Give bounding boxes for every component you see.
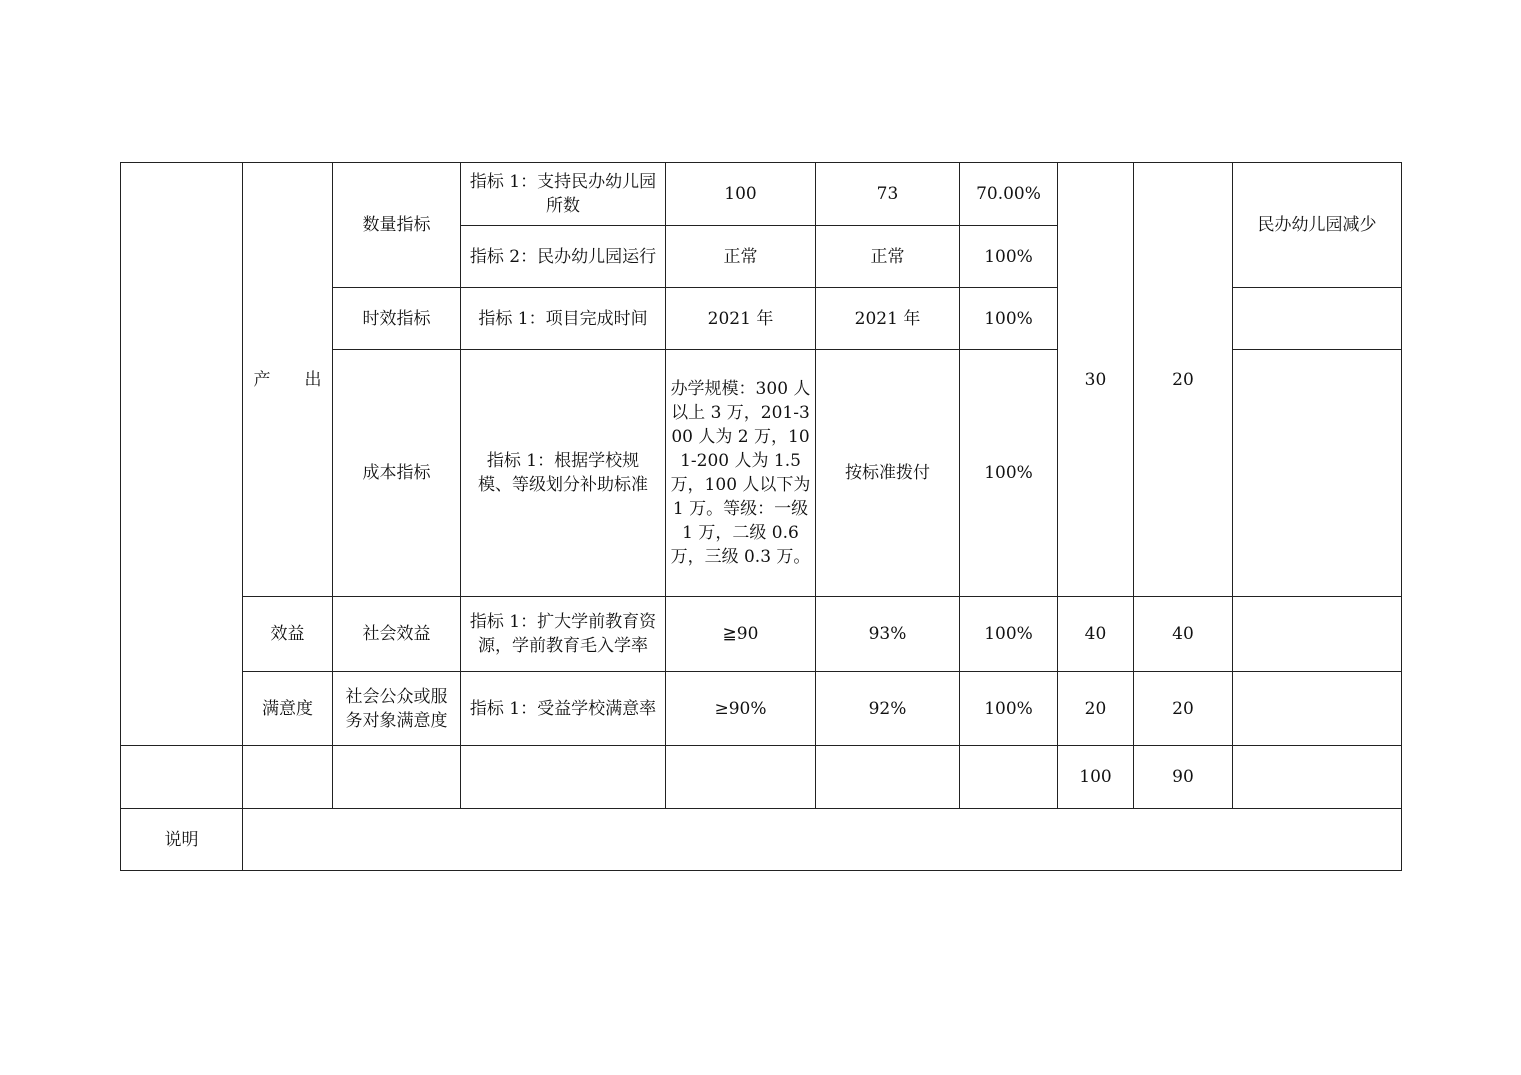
quantity-indicator-2: 指标 2：民办幼儿园运行 bbox=[461, 226, 666, 288]
benefit-remark bbox=[1233, 597, 1402, 672]
total-blank-cell bbox=[121, 746, 243, 809]
total-blank-cell bbox=[960, 746, 1058, 809]
output-group-label: 产 出 bbox=[243, 163, 333, 597]
output-score: 20 bbox=[1134, 163, 1233, 597]
table-row bbox=[121, 163, 1402, 226]
benefit-indicator: 指标 1：扩大学前教育资源，学前教育毛入学率 bbox=[461, 597, 666, 672]
quantity-indicator-1: 指标 1：支持民办幼儿园所数 bbox=[461, 163, 666, 226]
total-blank-cell bbox=[333, 746, 461, 809]
satisfaction-actual: 92% bbox=[816, 672, 960, 746]
cost-actual: 按标准拨付 bbox=[816, 350, 960, 597]
total-blank-cell bbox=[816, 746, 960, 809]
cost-remark bbox=[1233, 350, 1402, 597]
table-row bbox=[121, 746, 1402, 809]
table-row bbox=[121, 597, 1402, 672]
cost-label: 成本指标 bbox=[333, 350, 461, 597]
table-row bbox=[121, 809, 1402, 871]
quantity-remark: 民办幼儿园减少 bbox=[1233, 163, 1402, 288]
quantity-actual-1: 73 bbox=[816, 163, 960, 226]
timeliness-label: 时效指标 bbox=[333, 288, 461, 350]
total-remark bbox=[1233, 746, 1402, 809]
satisfaction-sub-label: 社会公众或服务对象满意度 bbox=[333, 672, 461, 746]
satisfaction-group-label: 满意度 bbox=[243, 672, 333, 746]
satisfaction-score: 20 bbox=[1134, 672, 1233, 746]
satisfaction-indicator: 指标 1：受益学校满意率 bbox=[461, 672, 666, 746]
table-row bbox=[121, 672, 1402, 746]
cost-rate: 100% bbox=[960, 350, 1058, 597]
benefit-actual: 93% bbox=[816, 597, 960, 672]
quantity-target-2: 正常 bbox=[666, 226, 816, 288]
cost-indicator: 指标 1：根据学校规模、等级划分补助标准 bbox=[461, 350, 666, 597]
timeliness-target: 2021 年 bbox=[666, 288, 816, 350]
output-weight: 30 bbox=[1058, 163, 1134, 597]
quantity-rate-1: 70.00% bbox=[960, 163, 1058, 226]
timeliness-actual: 2021 年 bbox=[816, 288, 960, 350]
total-weight: 100 bbox=[1058, 746, 1134, 809]
note-content bbox=[243, 809, 1402, 871]
quantity-label: 数量指标 bbox=[333, 163, 461, 288]
satisfaction-weight: 20 bbox=[1058, 672, 1134, 746]
cost-target: 办学规模：300 人以上 3 万，201-300 人为 2 万，101-200 人为 1.5 万，100 人以下为 1 万。等级：一级 1 万，二级 0.6 万，三级 0.3 万。 bbox=[666, 350, 816, 597]
benefit-score: 40 bbox=[1134, 597, 1233, 672]
total-blank-cell bbox=[666, 746, 816, 809]
benefit-target: ≧90 bbox=[666, 597, 816, 672]
performance-table bbox=[120, 162, 1402, 871]
satisfaction-rate: 100% bbox=[960, 672, 1058, 746]
total-blank-cell bbox=[243, 746, 333, 809]
note-label: 说明 bbox=[121, 809, 243, 871]
timeliness-remark bbox=[1233, 288, 1402, 350]
timeliness-indicator: 指标 1：项目完成时间 bbox=[461, 288, 666, 350]
quantity-rate-2: 100% bbox=[960, 226, 1058, 288]
quantity-actual-2: 正常 bbox=[816, 226, 960, 288]
benefit-group-label: 效益 bbox=[243, 597, 333, 672]
satisfaction-remark bbox=[1233, 672, 1402, 746]
benefit-weight: 40 bbox=[1058, 597, 1134, 672]
timeliness-rate: 100% bbox=[960, 288, 1058, 350]
benefit-rate: 100% bbox=[960, 597, 1058, 672]
total-score: 90 bbox=[1134, 746, 1233, 809]
level1-blank-cell bbox=[121, 163, 243, 746]
total-blank-cell bbox=[461, 746, 666, 809]
quantity-target-1: 100 bbox=[666, 163, 816, 226]
satisfaction-target: ≥90% bbox=[666, 672, 816, 746]
benefit-sub-label: 社会效益 bbox=[333, 597, 461, 672]
